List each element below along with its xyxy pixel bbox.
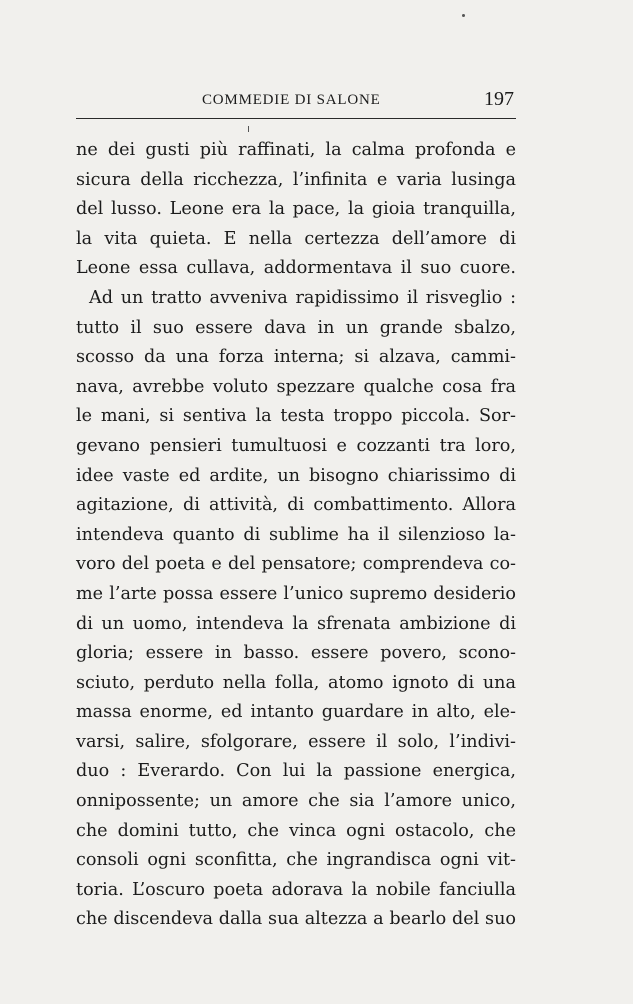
text-line: varsi, salire, sfolgorare, essere il solo, l’indivi- <box>76 731 516 752</box>
text-line: che discendeva dalla sua altezza a bearlo del suo <box>76 909 516 930</box>
running-head <box>76 88 516 116</box>
text-line: tutto il suo essere dava in un grande sbalzo, <box>76 317 516 338</box>
text-line: idee vaste ed ardite, un bisogno chiarissimo di <box>76 465 516 486</box>
text-line: me l’arte possa essere l’unico supremo desiderio <box>76 583 516 604</box>
body-text <box>76 136 516 935</box>
text-line: massa enorme, ed intanto guardare in alto, ele- <box>76 702 516 723</box>
text-line: gevano pensieri tumultuosi e cozzanti tra loro, <box>76 435 516 456</box>
text-line: scosso da una forza interna; si alzava, cammi- <box>76 347 516 368</box>
text-line: la vita quieta. E nella certezza dell’amore di <box>76 228 516 249</box>
text-line: gloria; essere in basso. essere povero, scono- <box>76 643 516 664</box>
text-line: le mani, si sentiva la testa troppo piccola. Sor- <box>76 406 516 427</box>
text-line: agitazione, di attività, di combattimento. Allora <box>76 495 516 516</box>
text-line: del lusso. Leone era la pace, la gioia tranquilla, <box>76 199 516 220</box>
text-line: nava, avrebbe voluto spezzare qualche cosa fra <box>76 376 516 397</box>
text-line: toria. L’oscuro poeta adorava la nobile fanciulla <box>76 879 516 900</box>
text-line: di un uomo, intendeva la sfrenata ambizione di <box>76 613 516 634</box>
text-line: ne dei gusti più raffinati, la calma profonda e <box>76 140 516 160</box>
text-line: voro del poeta e del pensatore; comprendeva co- <box>76 554 516 575</box>
text-line: che domini tutto, che vinca ogni ostacolo, che <box>76 820 516 841</box>
text-line: sicura della ricchezza, l’infinita e varia lusinga <box>76 169 516 190</box>
page-number: 197 <box>484 88 514 110</box>
text-line: sciuto, perduto nella folla, atomo ignoto di una <box>76 672 516 693</box>
paper-speck <box>462 14 465 17</box>
paper-speck <box>248 126 249 132</box>
header-rule <box>76 118 516 119</box>
text-line: onnipossente; un amore che sia l’amore unico, <box>76 791 516 812</box>
paragraph-start-line: Ad un tratto avveniva rapidissimo il risveglio : <box>89 287 516 308</box>
text-line: duo : Everardo. Con lui la passione energica, <box>76 761 516 782</box>
text-line: Leone essa cullava, addormentava il suo cuore. <box>76 258 516 279</box>
text-line: intendeva quanto di sublime ha il silenzioso la- <box>76 524 516 545</box>
text-line: consoli ogni sconfitta, che ingrandisca ogni vit- <box>76 850 516 871</box>
running-title: COMMEDIE DI SALONE <box>202 92 381 108</box>
